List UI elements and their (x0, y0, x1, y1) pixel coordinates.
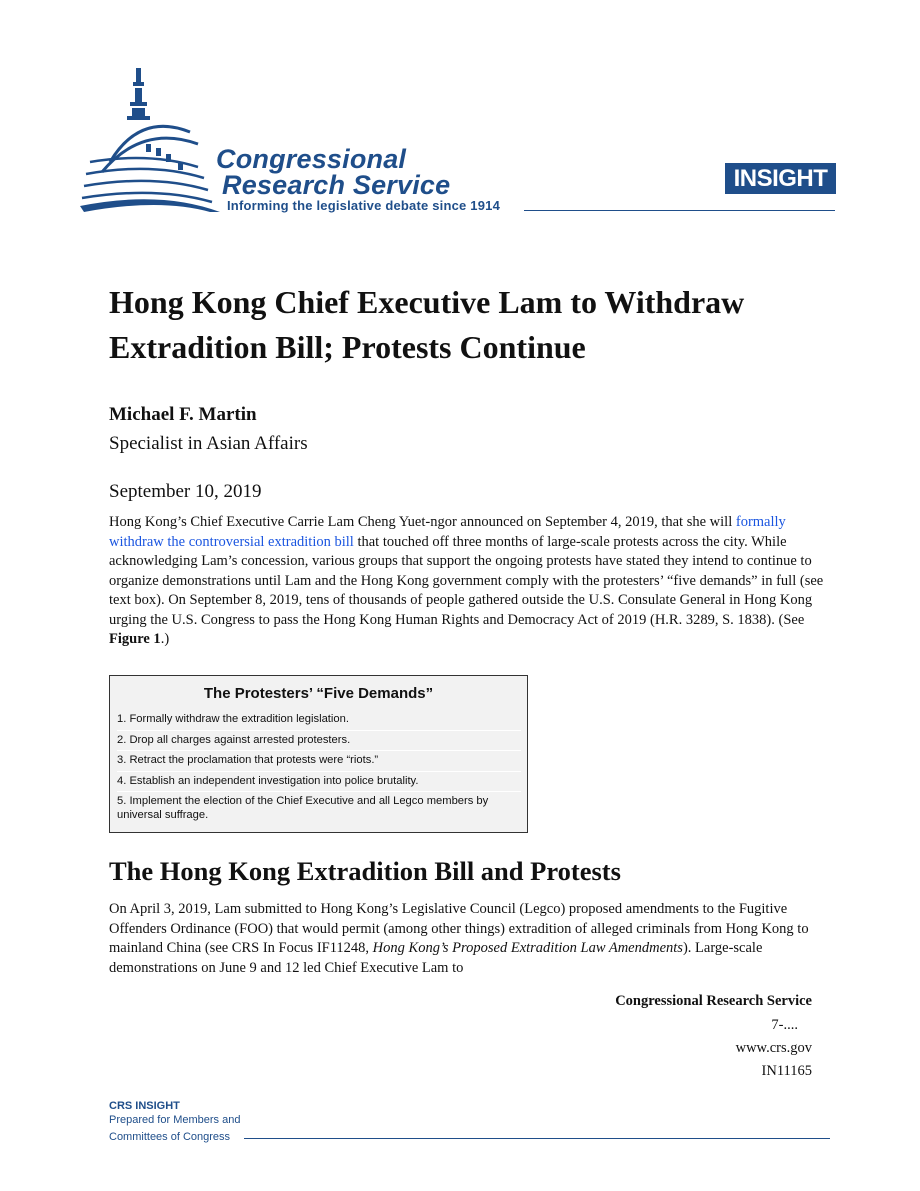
five-demands-box (109, 675, 528, 833)
insight-badge: INSIGHT (725, 163, 836, 194)
footer-report-id: IN11165 (761, 1063, 812, 1079)
footer-website: www.crs.gov (735, 1040, 812, 1056)
section-text-2: ). Large-scale demonstrations on June 9 and 12 led Chief Executive Lam to (109, 940, 763, 976)
section-paragraph (109, 900, 824, 978)
intro-text-3: .) (160, 631, 170, 647)
footer-org: Congressional Research Service (615, 993, 812, 1009)
bottom-line-1: Prepared for Members and (109, 1114, 241, 1126)
bottom-rule (244, 1138, 830, 1139)
section-heading: The Hong Kong Extradition Bill and Protests (109, 856, 621, 886)
section-text-1: On April 3, 2019, Lam submitted to Hong Kong’s Legislative Council (Legco) proposed amendments to the Fugitive Offenders Ordinance (FOO) that would permit (among other things) extradition of alleged criminals from Hong Kong to mainland China (see CRS In Focus IF11248, (109, 901, 809, 956)
bottom-line-2: Committees of Congress (109, 1131, 231, 1143)
intro-text-1: Hong Kong’s Chief Executive Carrie Lam Cheng Yuet-ngor announced on September 4, 2019, that she will (109, 514, 736, 530)
list-item: 1. Formally withdraw the extradition legislation. (117, 713, 349, 725)
figure-reference: Figure 1 (109, 631, 161, 647)
list-item: 4. Establish an independent investigation into police brutality. (117, 771, 521, 792)
author-role: Specialist in Asian Affairs (109, 433, 308, 454)
five-demands-list (117, 710, 521, 825)
logo-tagline: Informing the legislative debate since 1914 (227, 198, 501, 213)
intro-text-2: that touched off three months of large-scale protests across the city. While acknowledging Lam’s concession, various groups that support the ongoing protests have stated they intend to continue to organize demonstrations until Lam and the Hong Kong government comply with the protesters’ “five demands” in full (see text box). On September 8, 2019, tens of thousands of people gathered outside the U.S. Consulate General in Hong Kong urging the U.S. Congress to pass the Hong Kong Human Rights and Democracy Act of 2019 (H.R. 3289, S. 1838). (See (109, 533, 824, 628)
tagline-rule (524, 210, 835, 211)
footer-page-number: 7-.... (771, 1017, 798, 1033)
author-name: Michael F. Martin (109, 404, 257, 425)
bottom-title: CRS INSIGHT (109, 1100, 180, 1112)
five-demands-title: The Protesters’ “Five Demands” (203, 685, 434, 702)
page-title: Hong Kong Chief Executive Lam to Withdraw Extradition Bill; Protests Continue (109, 284, 745, 365)
list-item: 3. Retract the proclamation that protests were “riots.” (117, 750, 521, 771)
publication-date: September 10, 2019 (109, 481, 262, 502)
section-italic-title: Hong Kong’s Proposed Extradition Law Amendments (372, 940, 683, 956)
capitol-dome-logo-icon (80, 62, 230, 217)
list-item: 2. Drop all charges against arrested protesters. (117, 730, 521, 751)
withdraw-bill-link[interactable]: formally withdraw the controversial extradition bill (109, 514, 786, 550)
intro-paragraph (109, 513, 824, 650)
logo-wordmark-line2: Research Service (222, 170, 451, 200)
list-item: 5. Implement the election of the Chief Executive and all Legco members by universal suffrage. (117, 791, 521, 825)
logo-wordmark-line1: Congressional (216, 144, 407, 174)
